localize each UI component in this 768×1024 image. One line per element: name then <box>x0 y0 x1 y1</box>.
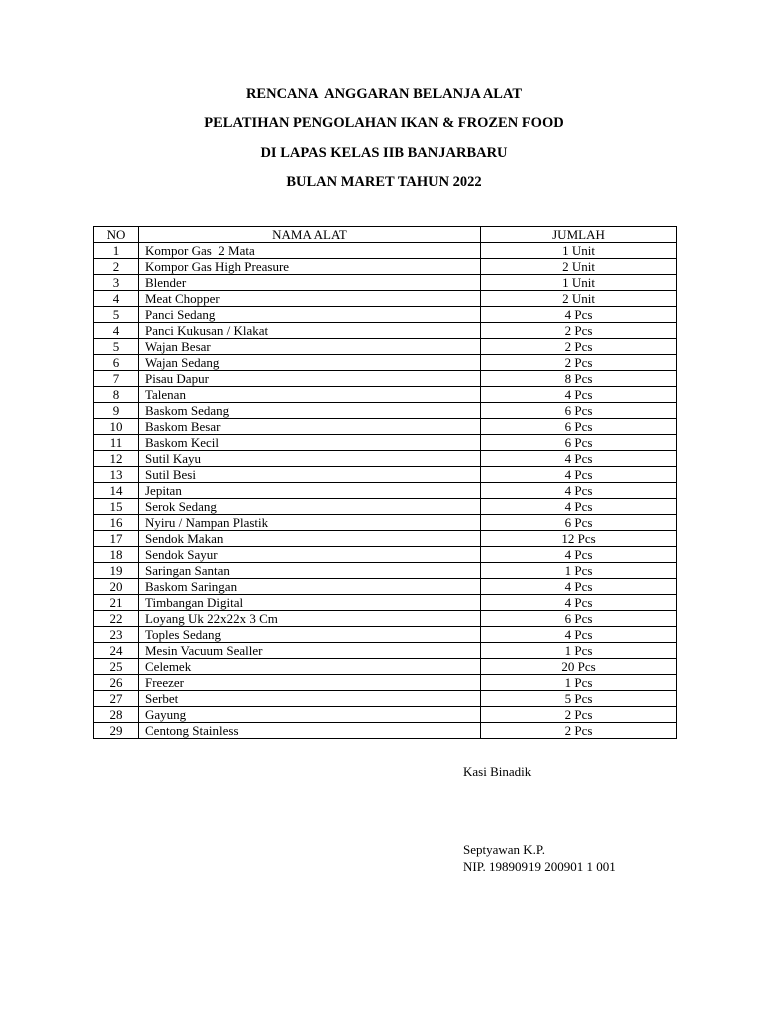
row-no: 4 <box>94 291 139 307</box>
row-nama-alat: Panci Sedang <box>139 307 481 323</box>
table-header-row <box>94 227 677 243</box>
row-no: 7 <box>94 371 139 387</box>
row-jumlah: 4 Pcs <box>481 307 677 323</box>
row-no: 15 <box>94 499 139 515</box>
signature-name: Septyawan K.P. <box>463 842 545 857</box>
row-jumlah: 4 Pcs <box>481 451 677 467</box>
table-row <box>94 243 677 259</box>
row-nama-alat: Baskom Sedang <box>139 403 481 419</box>
row-jumlah: 4 Pcs <box>481 483 677 499</box>
row-jumlah: 4 Pcs <box>481 499 677 515</box>
table-row <box>94 595 677 611</box>
row-nama-alat: Baskom Kecil <box>139 435 481 451</box>
table-row <box>94 371 677 387</box>
row-jumlah: 6 Pcs <box>481 435 677 451</box>
row-jumlah: 12 Pcs <box>481 531 677 547</box>
row-nama-alat: Jepitan <box>139 483 481 499</box>
row-nama-alat: Panci Kukusan / Klakat <box>139 323 481 339</box>
row-no: 22 <box>94 611 139 627</box>
table-row <box>94 467 677 483</box>
row-no: 4 <box>94 323 139 339</box>
row-nama-alat: Toples Sedang <box>139 627 481 643</box>
row-jumlah: 4 Pcs <box>481 595 677 611</box>
table-row <box>94 451 677 467</box>
row-no: 3 <box>94 275 139 291</box>
row-no: 26 <box>94 675 139 691</box>
row-no: 1 <box>94 243 139 259</box>
table-row <box>94 387 677 403</box>
row-no: 29 <box>94 723 139 739</box>
row-jumlah: 2 Pcs <box>481 723 677 739</box>
header-jumlah: JUMLAH <box>481 227 677 243</box>
row-no: 19 <box>94 563 139 579</box>
table-row <box>94 483 677 499</box>
row-jumlah: 4 Pcs <box>481 627 677 643</box>
table-row <box>94 275 677 291</box>
row-jumlah: 2 Unit <box>481 291 677 307</box>
table-row <box>94 435 677 451</box>
row-no: 13 <box>94 467 139 483</box>
row-no: 17 <box>94 531 139 547</box>
table-row <box>94 547 677 563</box>
row-no: 21 <box>94 595 139 611</box>
table-row <box>94 611 677 627</box>
row-nama-alat: Loyang Uk 22x22x 3 Cm <box>139 611 481 627</box>
row-nama-alat: Blender <box>139 275 481 291</box>
row-nama-alat: Baskom Besar <box>139 419 481 435</box>
row-jumlah: 2 Pcs <box>481 339 677 355</box>
row-nama-alat: Sendok Makan <box>139 531 481 547</box>
table-row <box>94 531 677 547</box>
row-nama-alat: Nyiru / Nampan Plastik <box>139 515 481 531</box>
row-nama-alat: Wajan Sedang <box>139 355 481 371</box>
row-no: 28 <box>94 707 139 723</box>
row-jumlah: 1 Pcs <box>481 675 677 691</box>
table-row <box>94 707 677 723</box>
signature-nip: NIP. 19890919 200901 1 001 <box>463 859 616 874</box>
row-nama-alat: Celemek <box>139 659 481 675</box>
row-jumlah: 1 Pcs <box>481 563 677 579</box>
row-no: 9 <box>94 403 139 419</box>
row-jumlah: 4 Pcs <box>481 547 677 563</box>
table-row <box>94 691 677 707</box>
row-no: 23 <box>94 627 139 643</box>
header-nama-alat: NAMA ALAT <box>139 227 481 243</box>
row-no: 2 <box>94 259 139 275</box>
row-no: 14 <box>94 483 139 499</box>
table-row <box>94 515 677 531</box>
row-nama-alat: Centong Stainless <box>139 723 481 739</box>
row-no: 24 <box>94 643 139 659</box>
row-jumlah: 1 Unit <box>481 243 677 259</box>
row-no: 8 <box>94 387 139 403</box>
row-no: 6 <box>94 355 139 371</box>
row-nama-alat: Freezer <box>139 675 481 691</box>
table-row <box>94 627 677 643</box>
table-row <box>94 563 677 579</box>
table-row <box>94 643 677 659</box>
row-jumlah: 6 Pcs <box>481 515 677 531</box>
row-nama-alat: Talenan <box>139 387 481 403</box>
row-no: 20 <box>94 579 139 595</box>
row-jumlah: 1 Unit <box>481 275 677 291</box>
row-jumlah: 1 Pcs <box>481 643 677 659</box>
table-row <box>94 499 677 515</box>
row-nama-alat: Serbet <box>139 691 481 707</box>
row-no: 10 <box>94 419 139 435</box>
row-jumlah: 4 Pcs <box>481 579 677 595</box>
table-row <box>94 659 677 675</box>
table-row <box>94 291 677 307</box>
row-nama-alat: Kompor Gas High Preasure <box>139 259 481 275</box>
row-nama-alat: Wajan Besar <box>139 339 481 355</box>
row-nama-alat: Timbangan Digital <box>139 595 481 611</box>
table-row <box>94 259 677 275</box>
table-row <box>94 339 677 355</box>
table-body <box>94 243 677 739</box>
title-line-1: RENCANA ANGGARAN BELANJA ALAT <box>245 86 523 102</box>
row-jumlah: 2 Pcs <box>481 707 677 723</box>
row-jumlah: 4 Pcs <box>481 387 677 403</box>
row-no: 27 <box>94 691 139 707</box>
row-no: 5 <box>94 307 139 323</box>
row-jumlah: 6 Pcs <box>481 403 677 419</box>
signature-position: Kasi Binadik <box>463 764 532 779</box>
table-row <box>94 323 677 339</box>
row-jumlah: 5 Pcs <box>481 691 677 707</box>
row-nama-alat: Sendok Sayur <box>139 547 481 563</box>
row-nama-alat: Saringan Santan <box>139 563 481 579</box>
row-jumlah: 8 Pcs <box>481 371 677 387</box>
row-nama-alat: Gayung <box>139 707 481 723</box>
header-no: NO <box>94 227 139 243</box>
row-no: 11 <box>94 435 139 451</box>
table-row <box>94 579 677 595</box>
row-nama-alat: Sutil Kayu <box>139 451 481 467</box>
row-no: 18 <box>94 547 139 563</box>
row-nama-alat: Sutil Besi <box>139 467 481 483</box>
table-row <box>94 355 677 371</box>
row-no: 16 <box>94 515 139 531</box>
table-row <box>94 419 677 435</box>
row-no: 25 <box>94 659 139 675</box>
document-title <box>0 86 768 203</box>
row-jumlah: 2 Unit <box>481 259 677 275</box>
row-nama-alat: Baskom Saringan <box>139 579 481 595</box>
row-jumlah: 2 Pcs <box>481 355 677 371</box>
title-line-3: DI LAPAS KELAS IIB BANJARBARU <box>260 144 508 161</box>
table-row <box>94 723 677 739</box>
row-nama-alat: Meat Chopper <box>139 291 481 307</box>
row-jumlah: 4 Pcs <box>481 467 677 483</box>
row-nama-alat: Kompor Gas 2 Mata <box>139 243 481 259</box>
row-no: 5 <box>94 339 139 355</box>
row-jumlah: 6 Pcs <box>481 419 677 435</box>
title-line-2: PELATIHAN PENGOLAHAN IKAN & FROZEN FOOD <box>204 115 564 132</box>
row-nama-alat: Pisau Dapur <box>139 371 481 387</box>
equipment-table <box>93 226 677 739</box>
table-row <box>94 403 677 419</box>
table-row <box>94 675 677 691</box>
title-line-4: BULAN MARET TAHUN 2022 <box>286 173 482 190</box>
row-no: 12 <box>94 451 139 467</box>
row-jumlah: 2 Pcs <box>481 323 677 339</box>
row-jumlah: 6 Pcs <box>481 611 677 627</box>
row-jumlah: 20 Pcs <box>481 659 677 675</box>
table-row <box>94 307 677 323</box>
row-nama-alat: Mesin Vacuum Sealler <box>139 643 481 659</box>
row-nama-alat: Serok Sedang <box>139 499 481 515</box>
